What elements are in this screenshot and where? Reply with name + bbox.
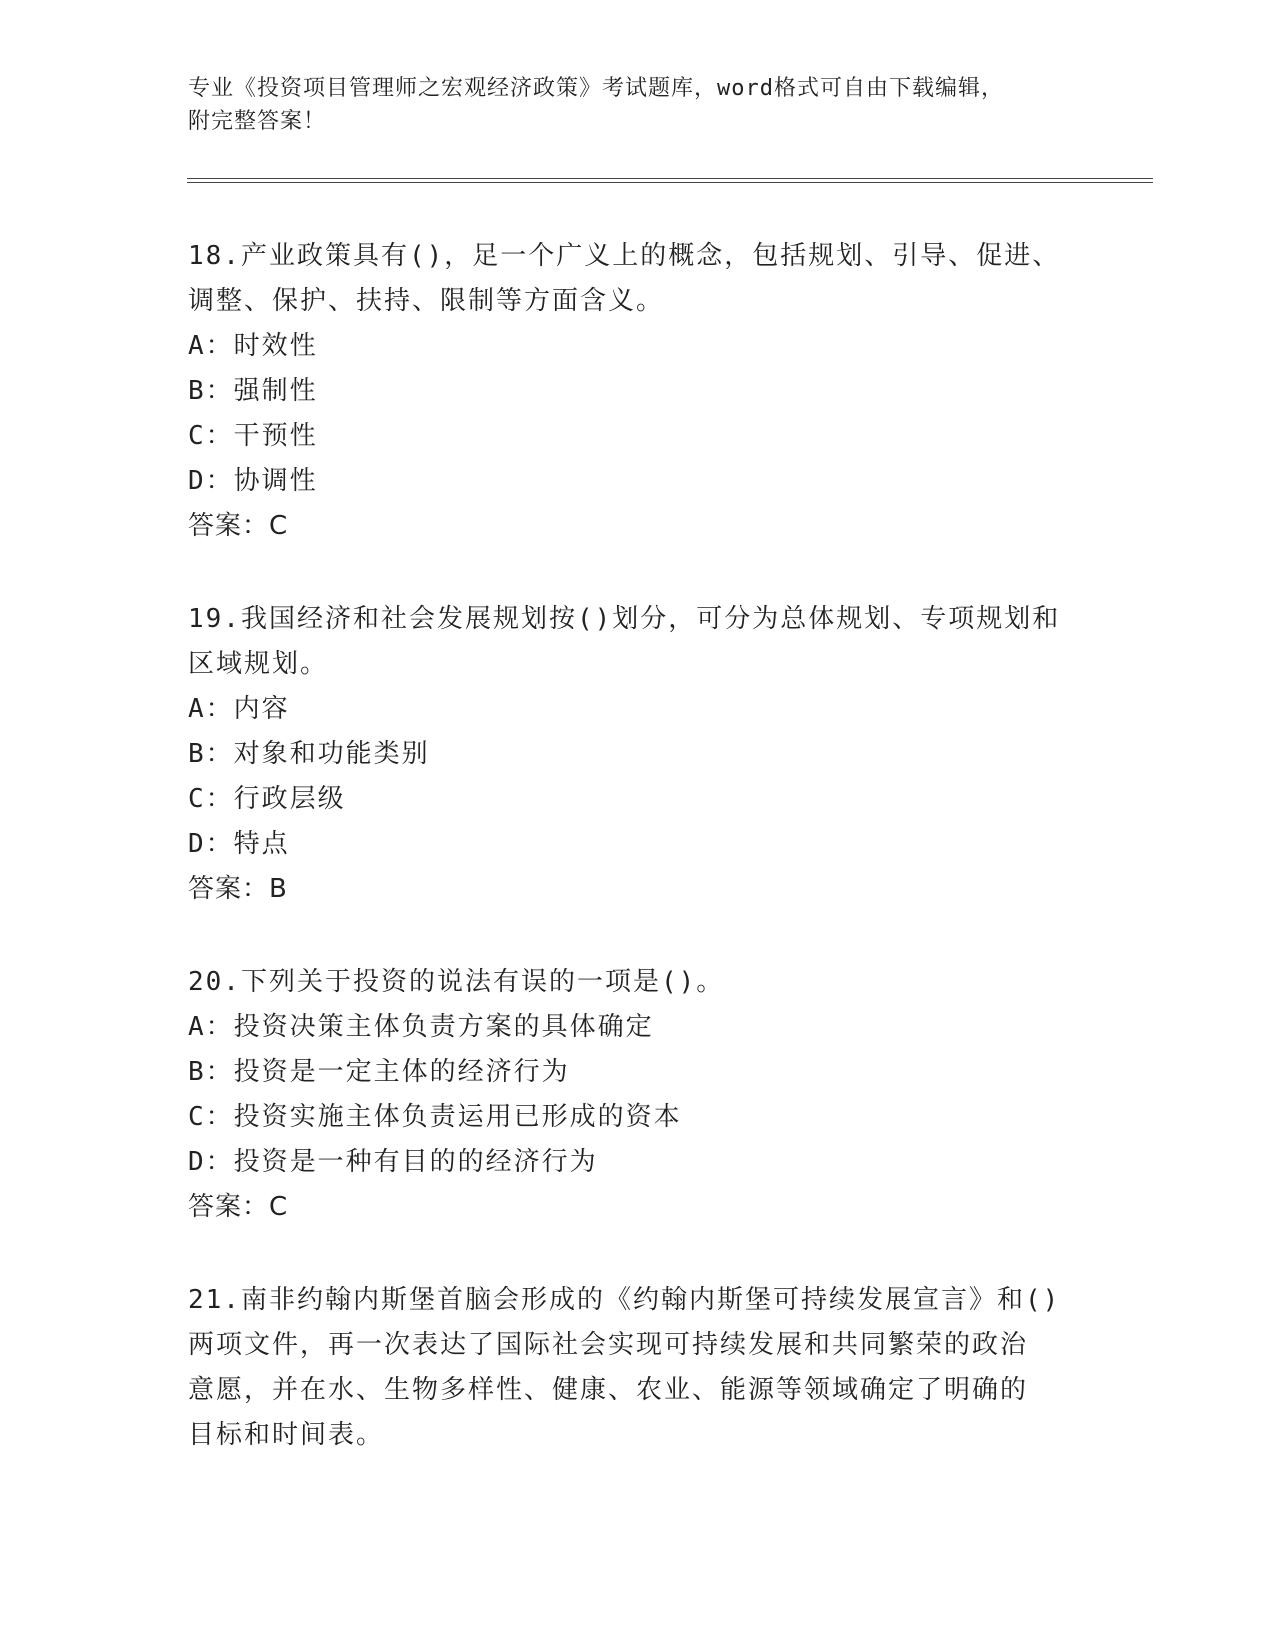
question-text: 19.我国经济和社会发展规划按()划分，可分为总体规划、专项规划和 区域规划。 [188, 604, 1061, 679]
answer: 答案：C [188, 1192, 289, 1222]
option-c: C：行政层级 [188, 784, 346, 814]
answer: 答案：C [188, 511, 289, 541]
option-b: B：对象和功能类别 [188, 739, 430, 769]
option-a: A：投资决策主体负责方案的具体确定 [188, 1012, 654, 1042]
option-c: C：投资实施主体负责运用已形成的资本 [188, 1102, 682, 1132]
option-b: B：强制性 [188, 376, 318, 406]
option-a: A：时效性 [188, 331, 318, 361]
header-divider [187, 178, 1153, 183]
question-20 [188, 960, 1088, 1230]
question-21 [188, 1278, 1088, 1458]
answer: 答案：B [188, 874, 288, 904]
option-d: D：特点 [188, 829, 290, 859]
option-a: A：内容 [188, 694, 290, 724]
question-text: 18.产业政策具有()，足一个广义上的概念，包括规划、引导、促进、 调整、保护、扶持、限制等方面含义。 [188, 241, 1061, 316]
question-19 [188, 597, 1088, 912]
document-header: 专业《投资项目管理师之宏观经济政策》考试题库，word格式可自由下载编辑， 附完整答案！ [188, 76, 1004, 134]
option-c: C：干预性 [188, 421, 318, 451]
question-text: 21.南非约翰内斯堡首脑会形成的《约翰内斯堡可持续发展宣言》和() 两项文件，再一次表达了国际社会实现可持续发展和共同繁荣的政治 意愿，并在水、生物多样性、健康、农业、能源等领域确定了明确的 目标和时间表。 [188, 1285, 1061, 1450]
option-d: D：协调性 [188, 466, 318, 496]
option-b: B：投资是一定主体的经济行为 [188, 1057, 570, 1087]
question-18 [188, 234, 1088, 549]
option-d: D：投资是一种有目的的经济行为 [188, 1147, 598, 1177]
question-text: 20.下列关于投资的说法有误的一项是()。 [188, 967, 725, 997]
